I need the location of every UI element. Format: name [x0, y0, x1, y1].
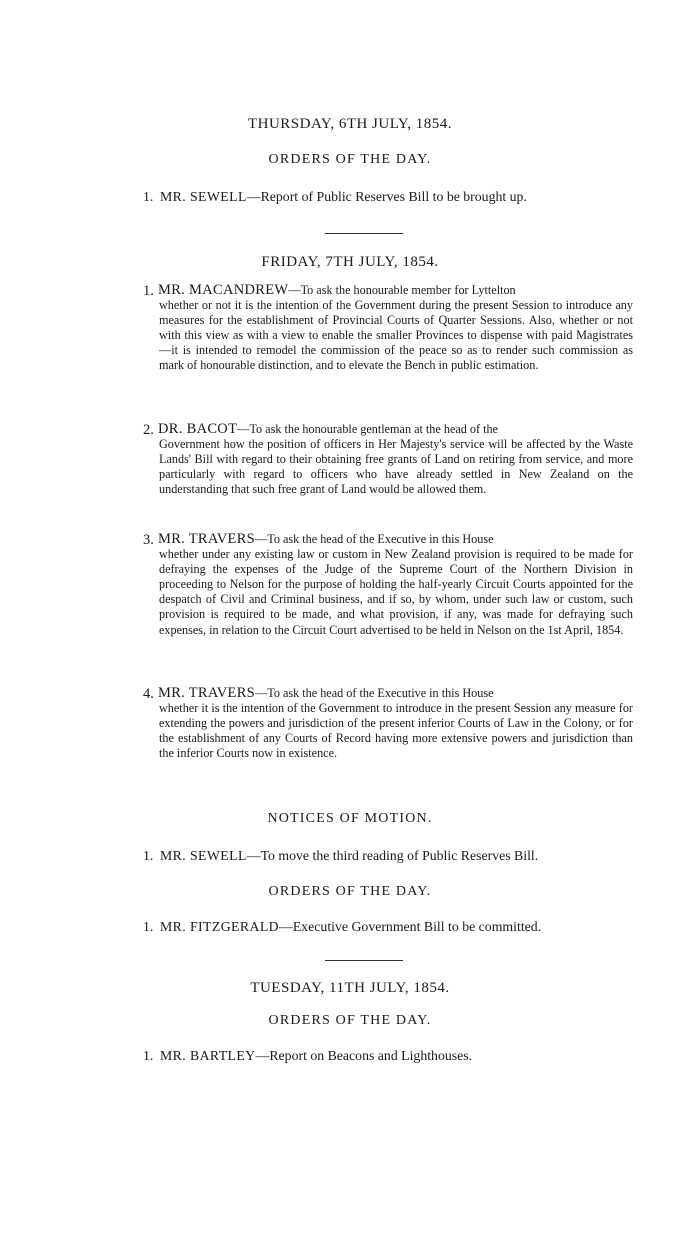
item-number: 3. — [143, 532, 154, 548]
friday-question-4 — [143, 686, 633, 761]
member-name: MR. BARTLEY — [160, 1048, 256, 1063]
orders-of-the-day-heading: ORDERS OF THE DAY. — [268, 884, 432, 899]
section-divider — [325, 960, 403, 961]
member-name: MR. TRAVERS — [158, 685, 256, 701]
item-number: 4. — [143, 686, 154, 702]
date-heading-friday: FRIDAY, 7TH JULY, 1854. — [261, 254, 439, 270]
member-name: MR. FITZGERALD — [160, 919, 280, 934]
item-number: 1. — [143, 919, 154, 934]
item-number: 2. — [143, 422, 154, 438]
item-text: whether or not it is the intention of the Government during the present Session to introduce any measures for the establishment of Provincial Courts of Quarter Sessions. Also, whether or not with this view as with a view to enable the smaller Provinces to dispense with paid Magistrates—it is intended to remodel the commission of the peace so as to render such commission as mark of honourable distinction, and to elevate the Bench in public estimation. — [159, 298, 633, 373]
member-name: MR. SEWELL — [160, 189, 247, 204]
item-text: —To move the third reading of Public Reserves Bill. — [246, 848, 539, 863]
friday-question-1 — [143, 283, 633, 374]
friday-question-3 — [143, 532, 633, 638]
item-number: 1. — [143, 283, 154, 299]
notices-of-motion-heading: NOTICES OF MOTION. — [267, 811, 433, 826]
item-lead-text: —To ask the head of the Executive in this House — [255, 686, 494, 700]
friday-question-2 — [143, 422, 633, 497]
item-text: —Report of Public Reserves Bill to be brought up. — [246, 189, 527, 204]
friday-order-1 — [143, 918, 663, 935]
item-number: 1. — [143, 189, 154, 204]
member-name: DR. BACOT — [158, 421, 238, 437]
item-text: —Report on Beacons and Lighthouses. — [255, 1048, 473, 1063]
item-number: 1. — [143, 848, 154, 863]
item-text: —Executive Government Bill to be committed. — [279, 919, 542, 934]
section-divider — [325, 233, 403, 234]
item-number: 1. — [143, 1048, 154, 1063]
item-lead-text: —To ask the head of the Executive in this House — [255, 532, 494, 546]
date-heading-thursday: THURSDAY, 6TH JULY, 1854. — [247, 116, 453, 132]
tuesday-order-1 — [143, 1047, 663, 1064]
date-heading-tuesday: TUESDAY, 11TH JULY, 1854. — [250, 980, 450, 996]
member-name: MR. SEWELL — [160, 848, 247, 863]
friday-notice-1 — [143, 847, 663, 864]
item-text: whether under any existing law or custom in New Zealand provision is required to be made for defraying the expenses of the Judge of the Supreme Court of the Northern Division in proceeding to Nelson for the purpose of holding the half-yearly Circuit Courts appointed for the despatch of Civil and Criminal business, and if so, by whom, under such law or custom, such provision is required to be made, and what provision, if any, was made for defraying such expenses, in relation to the Circuit Court advertised to be held in Nelson on the 1st April, 1854. — [159, 547, 633, 637]
item-lead-text: —To ask the honourable gentleman at the head of the — [237, 422, 499, 436]
member-name: MR. TRAVERS — [158, 531, 256, 547]
orders-of-the-day-heading: ORDERS OF THE DAY. — [268, 1013, 432, 1028]
orders-of-the-day-heading: ORDERS OF THE DAY. — [268, 152, 432, 167]
member-name: MR. MACANDREW — [158, 282, 289, 298]
item-text: whether it is the intention of the Government to introduce in the present Session any measure for extending the powers and jurisdiction of the present inferior Courts of Law in the Colony, or for the establishment of any Courts of Record having more extensive powers and jurisdiction than the inferior Courts now in existence. — [159, 701, 633, 761]
thursday-order-1 — [143, 188, 663, 205]
item-text: Government how the position of officers in Her Majesty's service will be affected by the Waste Lands' Bill with regard to their obtaining free grants of Land on retiring from service, and more particularly with regard to officers who have already settled in New Zealand on the understanding that such free grant of Land would be allowed them. — [159, 437, 633, 497]
item-lead-text: —To ask the honourable member for Lyttelton — [288, 283, 516, 297]
